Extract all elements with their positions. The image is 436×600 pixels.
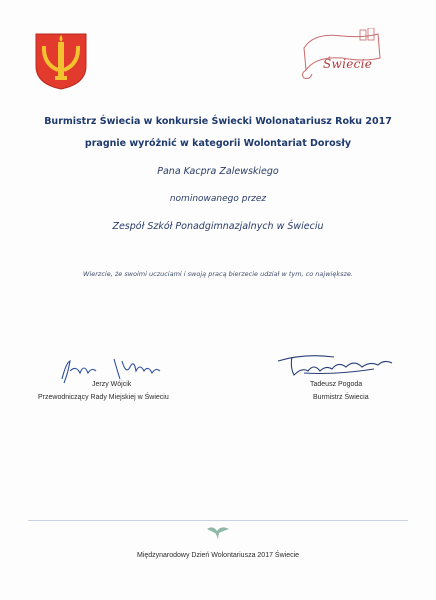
quote-text: Wierzcie, że swoimi uczuciami i swoją pracą bierzecie udział w tym, co największe.: [83, 270, 353, 278]
award-statement: Burmistrz Świecia w konkursie Świecki Wolonatariusz Roku 2017: [44, 116, 392, 127]
dove-icon: [203, 523, 233, 541]
logo-text: Świecie: [323, 57, 373, 71]
nominated-by-label: nominowanego przez: [169, 194, 267, 204]
signatory-right-name: Tadeusz Pogoda: [310, 381, 363, 388]
nominating-institution: Zespół Szkół Ponadgimnazjalnych w Świeciu: [112, 221, 324, 232]
footer-divider: [28, 520, 408, 521]
award-category: pragnie wyróżnić w kategorii Wolontariat Dorosły: [84, 138, 352, 149]
footer-text: Międzynarodowy Dzień Wolontariusza 2017 Świecie: [136, 552, 300, 559]
signature-right: [274, 347, 398, 381]
signatory-left-role: Przewodniczący Rady Miejskiej w Świeciu: [38, 394, 169, 401]
signatory-right-role: Burmistrz Świecia: [313, 394, 369, 401]
recipient-name: Pana Kacpra Zalewskiego: [157, 166, 279, 177]
coat-of-arms-icon: [34, 32, 88, 90]
scroll-logo-icon: [294, 28, 390, 84]
signatory-left-name: Jerzy Wójcik: [92, 381, 132, 388]
